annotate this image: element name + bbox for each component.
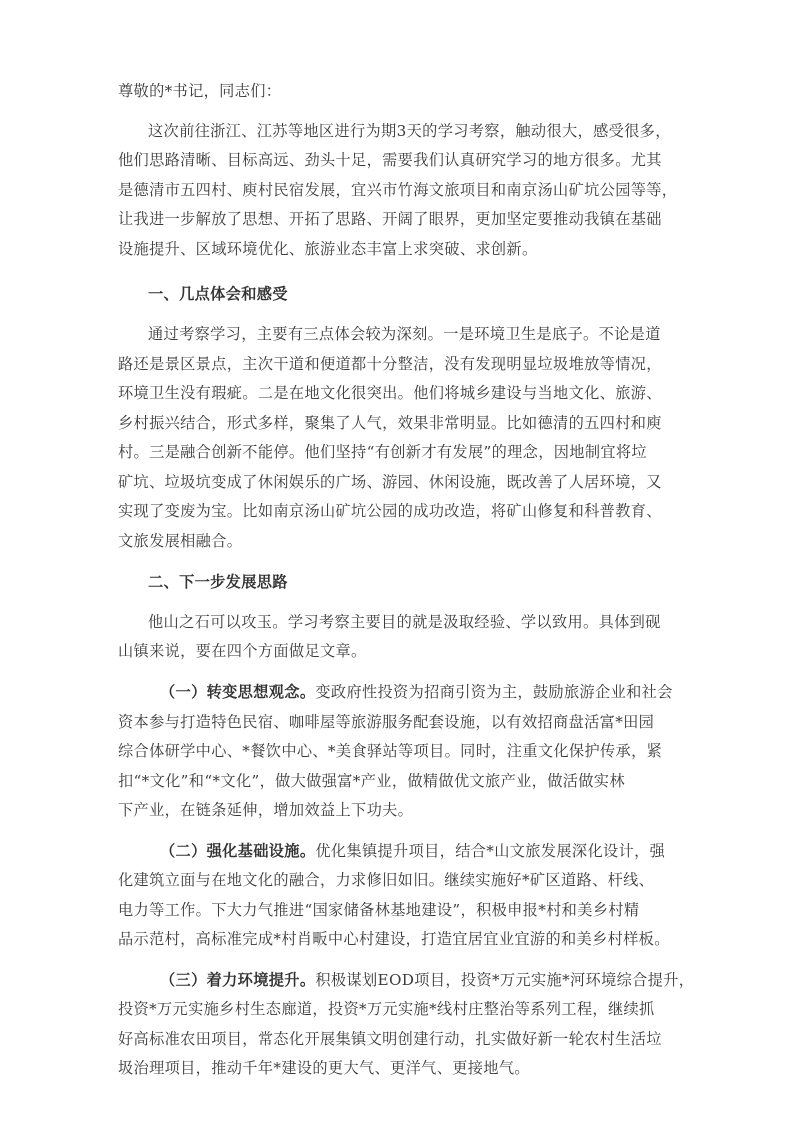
body-line: 好高标准农田项目，常态化开展集镇文明创建行动，扎实做好新一轮农村生活垃 [118,1030,662,1048]
section-heading-1: 一、几点体会和感受 [148,285,288,303]
salutation: 尊敬的*书记，同志们： [118,82,282,100]
intro-line: 这次前往浙江、江苏等地区进行为期3天的学习考察，触动很大，感受很多， [148,122,671,140]
body-line: 通过考察学习，主要有三点体会较为深刻。一是环境卫生是底子。不论是道 [148,325,661,343]
body-line: 他山之石可以攻玉。学习考察主要目的就是汲取经验、学以致用。具体到砚 [148,613,661,631]
item-1-title: （一）转变思想观念。 [160,683,316,701]
intro-line: 是德清市五四村、庾村民宿发展，宜兴市竹海文旅项目和南京汤山矿坑公园等等， [118,181,678,199]
intro-line: 让我进一步解放了思想、开拓了思路、开阔了眼界，更加坚定要推动我镇在基础 [118,210,662,228]
body-line: 综合体研学中心、*餐饮中心、*美食驿站等项目。同时，注重文化保护传承，紧 [118,742,663,760]
body-line: 实现了变废为宝。比如南京汤山矿坑公园的成功改造，将矿山修复和科普教育、 [118,502,662,520]
item-2-first-line: （二）强化基础设施。优化集镇提升项目，结合*山文旅发展深化设计，强 [160,842,666,860]
body-line: 化建筑立面与在地文化的融合，力求修旧如旧。继续实施好*矿区道路、杆线、 [118,871,655,889]
body-line: 扣“*文化”和“*文化”，做大做强富*产业，做精做优文旅产业，做活做实林 [118,772,625,790]
item-2-title: （二）强化基础设施。 [160,842,316,860]
body-line: 村。三是融合创新不能停。他们坚持“有创新才有发展”的理念，因地制宜将垃 [118,443,647,461]
body-line: 下产业，在链条延伸，增加效益上下功夫。 [118,801,414,819]
body-line: 品示范村，高标准完成*村肖畈中心村建设，打造宜居宜业宜游的和美乡村样板。 [118,930,670,948]
body-line: 电力等工作。下大力气推进“国家储备林基地建设”，积极申报*村和美乡村精 [118,901,640,919]
body-line: 山镇来说，要在四个方面做足文章。 [118,642,367,660]
body-line: 圾治理项目，推动千年*建设的更大气、更洋气、更接地气。 [118,1059,530,1077]
body-line: 资本参与打造特色民宿、咖啡屋等旅游服务配套设施，以有效招商盘活富*田园 [118,713,655,731]
item-1-first-line: （一）转变思想观念。变政府性投资为招商引资为主，鼓励旅游企业和社会 [160,683,673,701]
body-line: 环境卫生没有瑕疵。二是在地文化很突出。他们将城乡建设与当地文化、旅游、 [118,384,662,402]
intro-line: 他们思路清晰、目标高远、劲头十足，需要我们认真研究学习的地方很多。尤其 [118,151,662,169]
body-line: 投资*万元实施乡村生态廊道，投资*万元实施*线村庄整治等系列工程，继续抓 [118,1000,655,1018]
body-line: 矿坑、垃圾坑变成了休闲娱乐的广场、游园、休闲设施，既改善了人居环境，又 [118,473,662,491]
intro-line: 设施提升、区域环境优化、旅游业态丰富上求突破、求创新。 [118,240,538,258]
item-3-first-line: （三）着力环境提升。积极谋划EOD项目，投资*万元实施*河环境综合提升， [160,971,695,989]
body-line: 乡村振兴结合，形式多样，聚集了人气，效果非常明显。比如德清的五四村和庾 [118,414,662,432]
body-line: 文旅发展相融合。 [118,532,243,550]
section-heading-2: 二、下一步发展思路 [148,573,288,591]
body-line: 路还是景区景点，主次干道和便道都十分整洁，没有发现明显垃圾堆放等情况， [118,355,662,373]
item-3-title: （三）着力环境提升。 [160,971,316,989]
